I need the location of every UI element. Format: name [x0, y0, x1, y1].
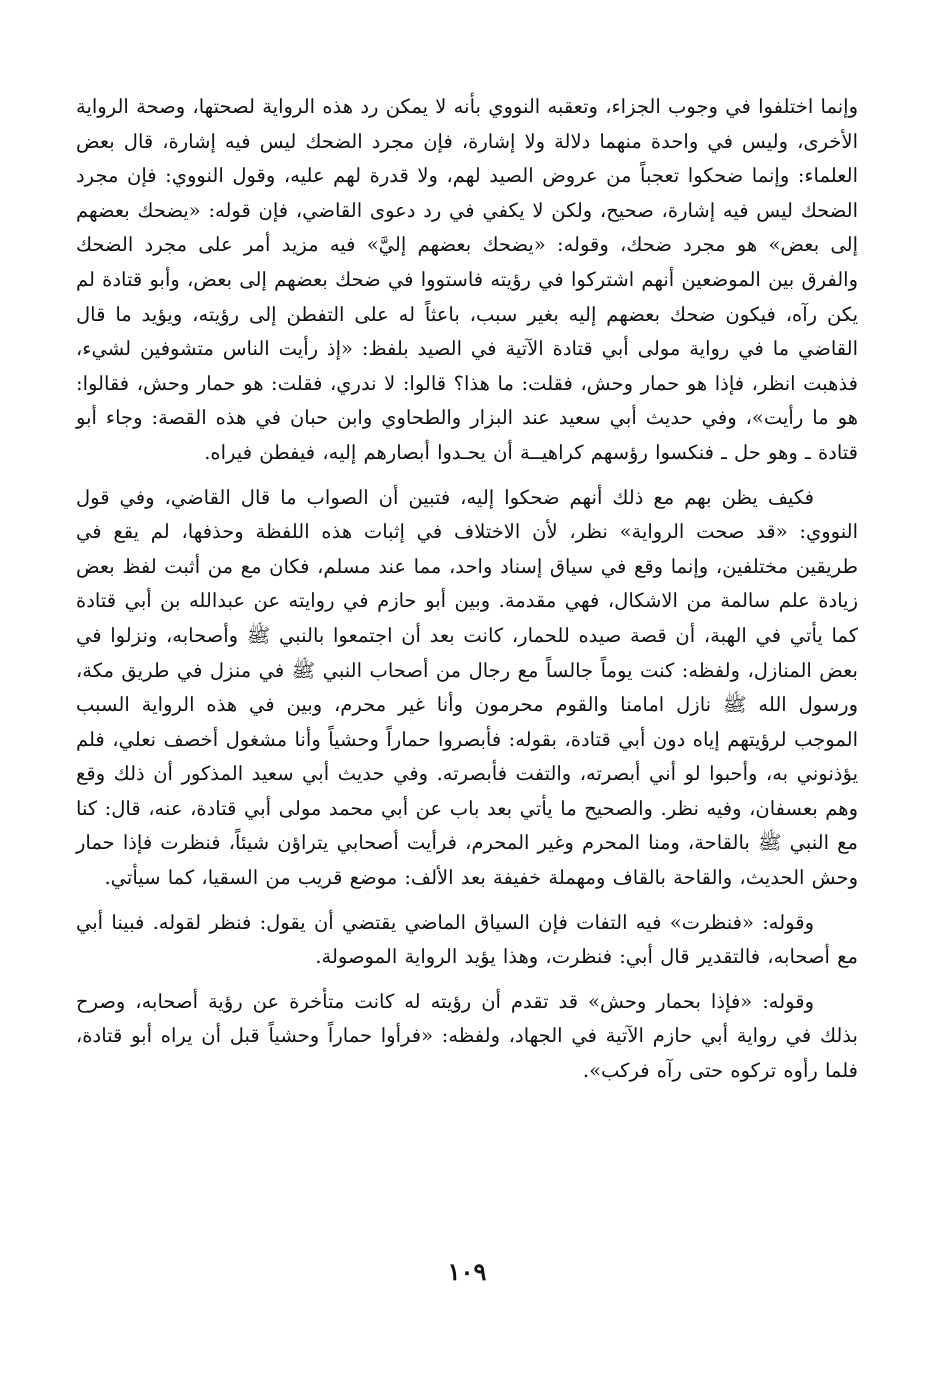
paragraph-2: فكيف يظن بهم مع ذلك أنهم ضحكوا إليه، فتبين أن الصواب ما قال القاضي، وفي قول النووي: «قد صحت الرواية» نظر، لأن الاختلاف في إثبات هذه اللفظة وحذفها، لم يقع في طريقين مختلفين، وإنما وقع في سياق إسناد واحد، مما عند مسلم، فكان مع من أثبت لفظ بعض زيادة علم سالمة من الاشكال، فهي مقدمة. وبين أبو حازم في روايته عن عبدالله بن أبي قتادة كما يأتي في الهبة، أن قصة صيده للحمار، كانت بعد أن اجتمعوا بالنبي ﷺ وأصحابه، ونزلوا في بعض المنازل، ولفظه: كنت يوماً جالساً مع رجال من أصحاب النبي ﷺ في منزل في طريق مكة، ورسول الله ﷺ نازل امامنا والقوم محرمون وأنا غير محرم، وبين في هذه الرواية السبب الموجب لرؤيتهم إياه دون أبي قتادة، بقوله: فأبصروا حماراً وحشياً وأنا مشغول أخصف نعلي، فلم يؤذنوني به، وأحبوا لو أني أبصرته، والتفت فأبصرته. وفي حديث أبي سعيد المذكور أن ذلك وقع وهم بعسفان، وفيه نظر. والصحيح ما يأتي بعد باب عن أبي محمد مولى أبي قتادة، عنه، قال: كنا مع النبي ﷺ بالقاحة، ومنا المحرم وغير المحرم، فرأيت أصحابي يتراؤن شيئاً، فنظرت فإذا حمار وحش الحديث، والقاحة بالقاف ومهملة خفيفة بعد الألف: موضع قريب من السقيا، كما سيأتي.	[76, 485, 858, 890]
paragraph-4: وقوله: «فإذا بحمار وحش» قد تقدم أن رؤيته له كانت متأخرة عن رؤية أصحابه، وصرح بذلك في رواية أبي حازم الآتية في الجهاد، ولفظه: «فرأوا حماراً وحشياً قبل أن يراه أبو قتادة، فلما رأوه تركوه حتى رآه فركب».	[76, 989, 858, 1083]
paragraph-3: وقوله: «فنظرت» فيه التفات فإن السياق الماضي يقتضي أن يقول: فنظر لقوله. فبينا أبي مع أصحابه، فالتقدير قال أبي: فنظرت، وهذا يؤيد الرواية الموصولة.	[76, 910, 858, 969]
page-body	[76, 90, 858, 1099]
paragraph-1: وإنما اختلفوا في وجوب الجزاء، وتعقبه النووي بأنه لا يمكن رد هذه الرواية لصحتها، وصحة الرواية الأخرى، وليس في واحدة منهما دلالة ولا إشارة، فإن مجرد الضحك ليس فيه إشارة، قال بعض العلماء: وإنما ضحكوا تعجباً من عروض الصيد لهم، ولا قدرة لهم عليه، وقول النووي: فإن مجرد الضحك ليس فيه إشارة، صحيح، ولكن لا يكفي في رد دعوى القاضي، فإن قوله: «يضحك بعضهم إلى بعض» هو مجرد ضحك، وقوله: «يضحك بعضهم إليَّ» فيه مزيد أمر على مجرد الضحك والفرق بين الموضعين أنهم اشتركوا في رؤيته فاستووا في ضحك بعضهم إلى بعض، وأبو قتادة لم يكن رآه، فيكون ضحك بعضهم إليه بغير سبب، باعثاً له على التفطن إلى رؤيته، ويؤيد ما قال القاضي ما في رواية مولى أبي قتادة الآتية في الصيد بلفظ: «إذ رأيت الناس متشوفين لشيء، فذهبت انظر، فإذا هو حمار وحش، فقلت: ما هذا؟ قالوا: لا ندري، فقلت: هو حمار وحش، فقالوا: هو ما رأيت»، وفي حديث أبي سعيد عند البزار والطحاوي وابن حبان في هذه القصة: وجاء أبو قتادة ـ وهو حل ـ فنكسوا رؤسهم كراهيــة أن يحـدوا أبصارهم إليه، فيفطن فيراه.	[76, 95, 858, 464]
page-number: ١٠٩	[447, 1257, 487, 1286]
